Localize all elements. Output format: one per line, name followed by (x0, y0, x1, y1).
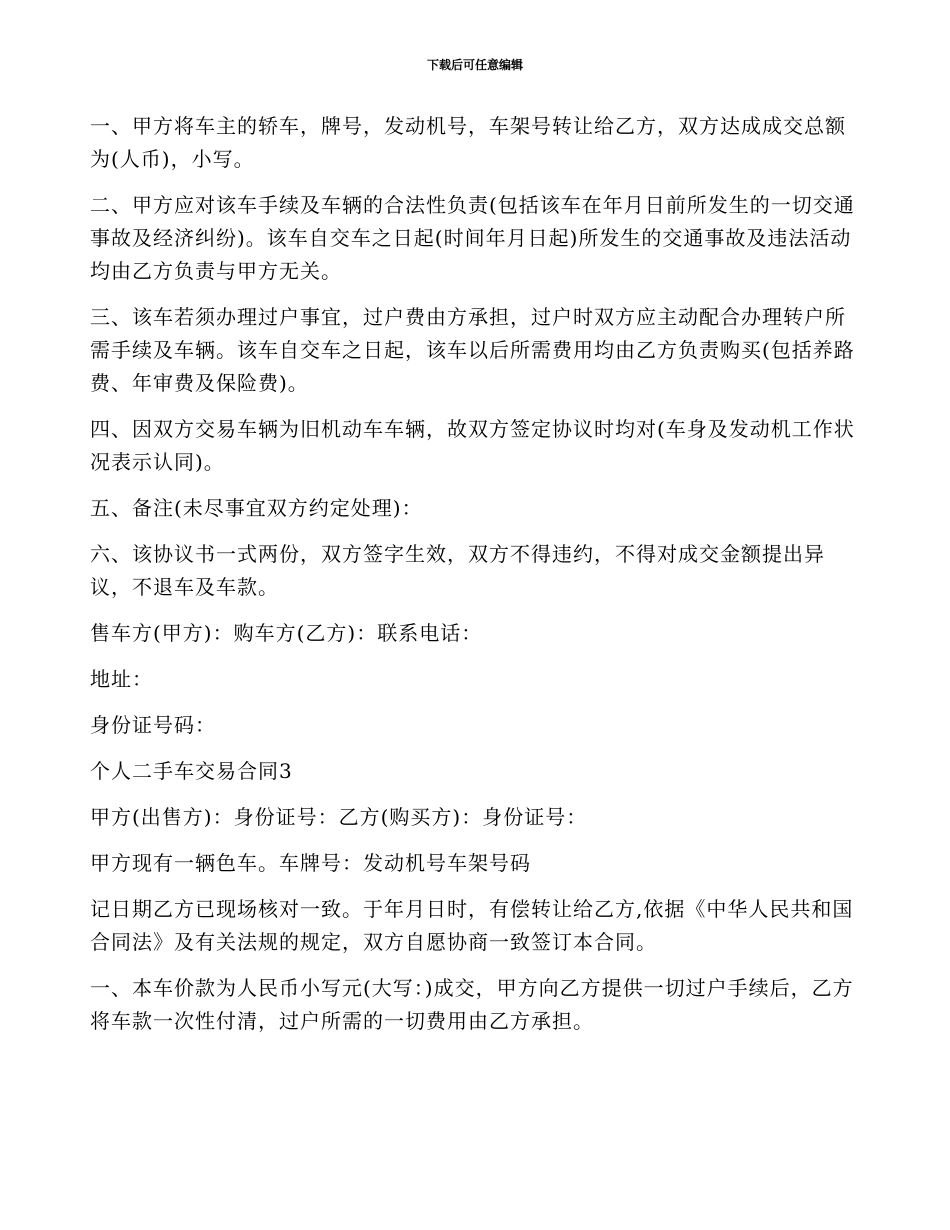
paragraph-1: 一、甲方将车主的轿车，牌号，发动机号，车架号转让给乙方，双方达成成交总额为(人币)，小写。 (90, 114, 846, 171)
page-header: 下载后可任意编辑 (426, 58, 523, 72)
paragraph-2: 二、甲方应对该车手续及车辆的合法性负责(包括该车在年月日前所发生的一切交通事故及经济纠纷)。该车自交车之日起(时间年月日起)所发生的交通事故及违法活动均由乙方负责与甲方无关。 (90, 193, 855, 283)
paragraph-6: 六、该协议书一式两份，双方签字生效，双方不得违约，不得对成交金额提出异议，不退车及车款。 (90, 542, 825, 599)
paragraph-agreement: 记日期乙方已现场核对一致。于年月日时，有偿转让给乙方,依据《中华人民共和国合同法》及有关法规的规定，双方自愿协商一致签订本合同。 (90, 897, 854, 954)
paragraph-seller-buyer: 售车方(甲方)：购车方(乙方)：联系电话： (90, 621, 483, 645)
paragraph-price: 一、本车价款为人民币小写元(大写：)成交，甲方向乙方提供一切过户手续后，乙方将车款一次性付清，过户所需的一切费用由乙方承担。 (90, 976, 854, 1033)
paragraph-4: 四、因双方交易车辆为旧机动车车辆，故双方签定协议时均对(车身及发动机工作状况表示认同)。 (90, 417, 855, 474)
paragraph-5: 五、备注(未尽事宜双方约定处理)： (90, 496, 423, 520)
paragraph-3: 三、该车若须办理过户事宜，过户费由方承担，过户时双方应主动配合办理转户所需手续及车辆。该车自交车之日起，该车以后所需费用均由乙方负责购买(包括养路费、年审费及保险费)。 (90, 305, 855, 395)
paragraph-address: 地址： (90, 667, 153, 691)
paragraph-vehicle: 甲方现有一辆色车。车牌号：发动机号车架号码 (90, 851, 531, 875)
document-body (90, 110, 862, 1051)
paragraph-id-number: 身份证号码： (90, 713, 216, 737)
section-title: 个人二手车交易合同3 (90, 759, 293, 783)
paragraph-parties: 甲方(出售方)：身份证号：乙方(购买方)：身份证号： (90, 805, 588, 829)
